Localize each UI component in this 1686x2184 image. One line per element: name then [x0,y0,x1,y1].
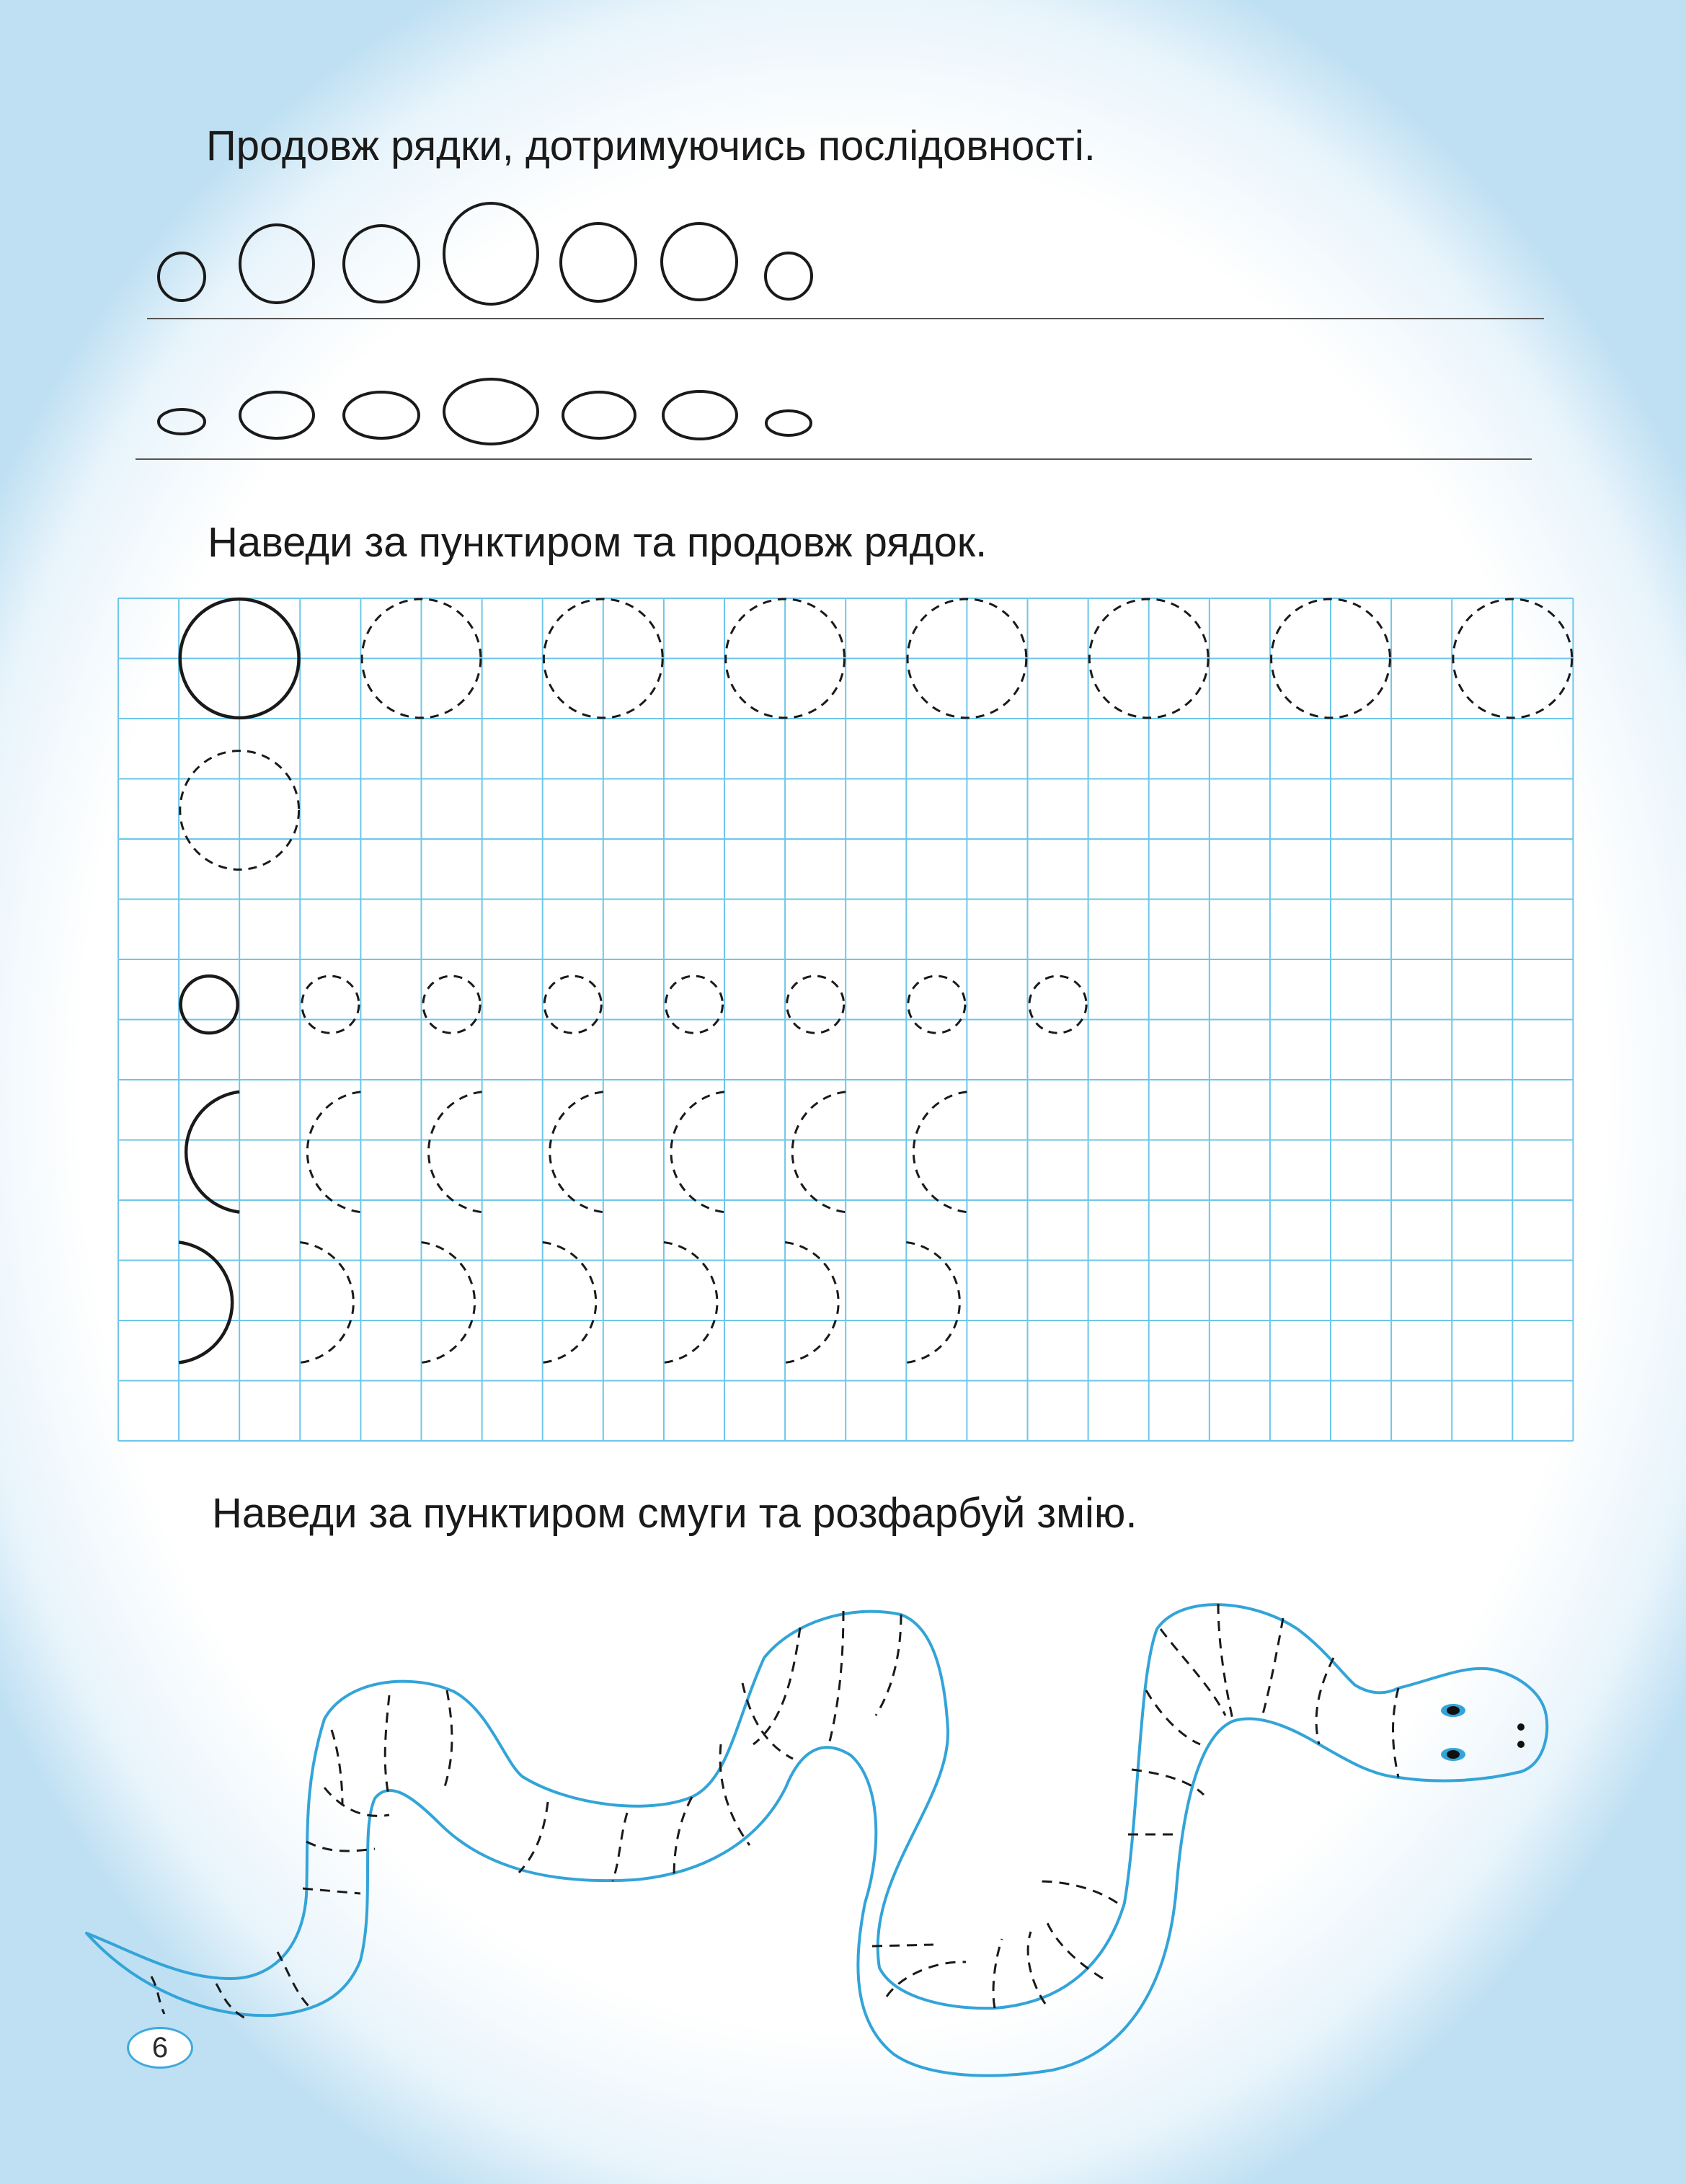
page-number: 6 [151,2031,169,2064]
snake-nostrils [1517,1723,1525,1748]
instruction-continue-rows: Продовж рядки, дотримуючись послідовності. [206,123,1096,169]
instruction-trace-grid: Наведи за пунктиром та продовж рядок. [208,519,988,566]
snake-eyes [1441,1704,1465,1761]
instruction-snake: Наведи за пунктиром смуги та розфарбуй змію. [212,1490,1137,1537]
page-number-badge [127,2027,193,2069]
snake-stripes-dashed [151,1604,1398,2018]
snake-outline [86,1604,1547,2075]
